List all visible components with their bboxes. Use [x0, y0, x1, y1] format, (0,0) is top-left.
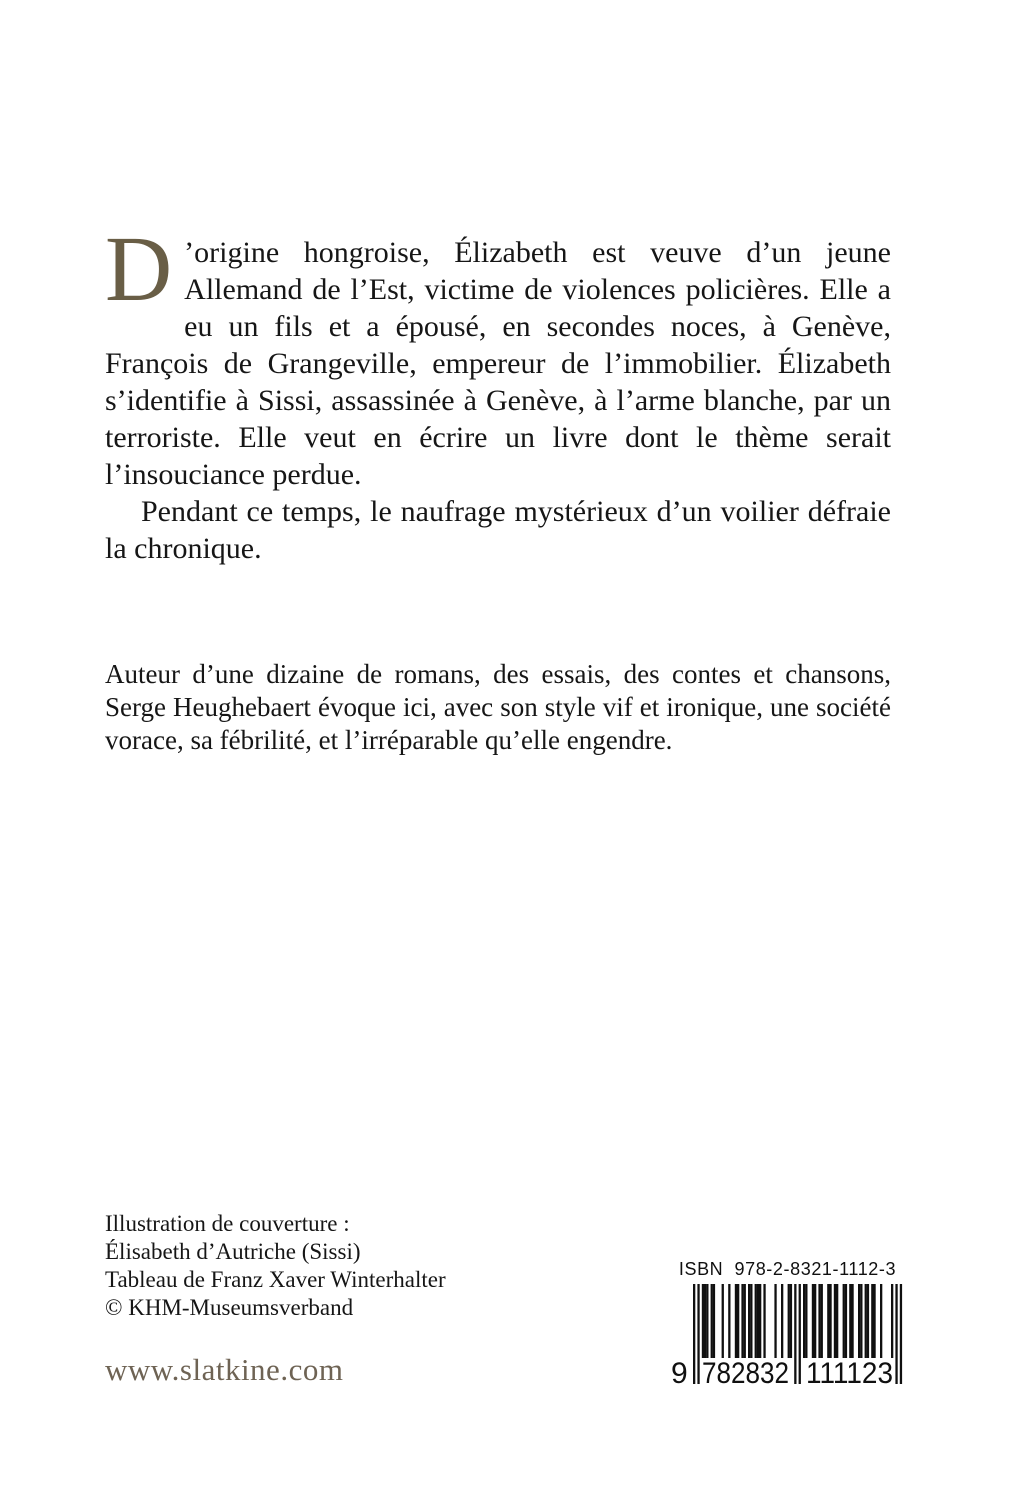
- credit-line-painter: Tableau de Franz Xaver Winterhalter: [105, 1267, 446, 1292]
- synopsis: [105, 218, 891, 567]
- website-url: www.slatkine.com: [105, 1352, 344, 1387]
- drop-cap: D: [105, 218, 173, 321]
- cover-credits: [105, 1210, 446, 1322]
- credit-line-illustration: Illustration de couverture :: [105, 1211, 350, 1236]
- barcode-left-digits: 782832: [702, 1357, 789, 1390]
- credit-line-subject: Élisabeth d’Autriche (Sissi): [105, 1239, 361, 1264]
- synopsis-paragraph-1-text: ’origine hongroise, Élizabeth est veuve d’un jeune Allemand de l’Est, victime de violences policières. Elle a eu un fils et a épousé, en secondes noces, à Genève, François de Grangeville, empereur de l’immobilier. Élizabeth s’identifie à Sissi, assassinée à Genève, à l’arme blanche, par un terroriste. Elle veut en écrire un livre dont le thème serait l’insouciance perdue.: [105, 236, 891, 491]
- isbn-label: ISBN 978-2-8321-1112-3: [678, 1259, 897, 1279]
- author-note: Auteur d’une dizaine de romans, des essais, des contes et chansons, Serge Heughebaert évoque ici, avec son style vif et ironique, une société vorace, sa fébrilité, et l’irréparable qu’elle engendre.: [105, 659, 891, 755]
- credit-line-copyright: © KHM-Museumsverband: [105, 1295, 354, 1320]
- isbn-block: [671, 1259, 904, 1396]
- ean13-barcode: [671, 1284, 904, 1396]
- barcode-right-digits: 111123: [806, 1357, 893, 1390]
- synopsis-paragraph-2: Pendant ce temps, le naufrage mystérieux d’un voilier défraie la chronique.: [105, 495, 891, 565]
- barcode-first-digit: 9: [671, 1357, 688, 1390]
- synopsis-paragraph-1: [105, 218, 891, 493]
